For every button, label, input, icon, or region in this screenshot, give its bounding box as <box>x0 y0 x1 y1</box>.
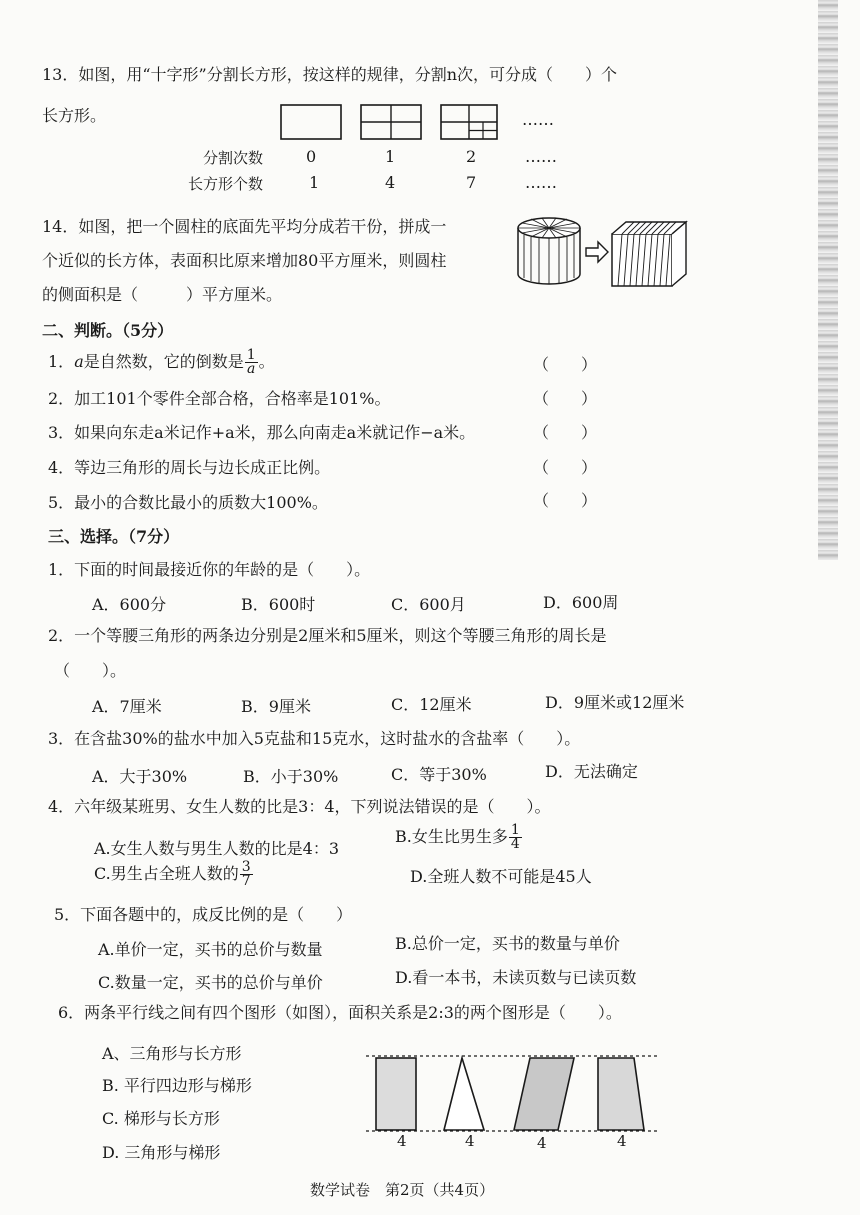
section3-title: 三、选择。（7分） <box>48 527 180 546</box>
choice-5-opt-a: A.单价一定，买书的总价与数量 <box>98 940 323 959</box>
frac-denominator: 4 <box>510 836 520 852</box>
q13-row1-val2: 2 <box>466 147 477 166</box>
choice-1-opt-d: D．600周 <box>543 593 619 612</box>
cylinder-figure <box>518 218 580 284</box>
judge-1-end: 。 <box>258 352 275 371</box>
q13-row1-ellipsis: …… <box>525 147 557 166</box>
judge-1-answer-paren: （ ） <box>533 355 598 374</box>
q13-row2-ellipsis: …… <box>525 173 557 192</box>
choice-4-opt-c-text: C.男生占全班人数的 <box>94 864 239 883</box>
choice-6-opt-d: D. 三角形与梯形 <box>102 1143 221 1162</box>
judge-1 <box>48 349 275 376</box>
trapezoid-base-label: 4 <box>617 1132 627 1150</box>
choice-4-opt-c-fraction <box>240 861 253 888</box>
judge-5-answer-paren: （ ） <box>533 491 598 510</box>
section2-title: 二、判断。（5分） <box>42 321 174 340</box>
choice-6-opt-c: C. 梯形与长方形 <box>102 1109 220 1128</box>
frac-numerator: 3 <box>241 859 251 875</box>
judge-5: 5．最小的合数比最小的质数大100%。 <box>48 493 328 512</box>
q13-row1-label: 分割次数 <box>203 149 264 167</box>
q6-shapes-figure <box>362 1048 662 1140</box>
q13-row2-val1: 4 <box>385 173 396 192</box>
rect-0-cuts <box>281 105 341 139</box>
choice-4-opt-c <box>94 861 254 888</box>
page-footer: 数学试卷 第2页（共4页） <box>310 1181 495 1199</box>
choice-3-stem: 3．在含盐30%的盐水中加入5克盐和15克水，这时盐水的含盐率（ ）。 <box>48 729 581 748</box>
frac-numerator: 1 <box>246 347 256 363</box>
q13-ellipsis-figure: …… <box>522 110 554 129</box>
choice-6-stem: 6．两条平行线之间有四个图形（如图），面积关系是2:3的两个图形是（ ）。 <box>58 1003 622 1022</box>
judge-2: 2．加工101个零件全部合格，合格率是101%。 <box>48 389 391 408</box>
triangle-base-label: 4 <box>465 1132 475 1150</box>
judge-4: 4．等边三角形的周长与边长成正比例。 <box>48 458 331 477</box>
judge-3-answer-paren: （ ） <box>533 423 598 442</box>
choice-1-stem: 1．下面的时间最接近你的年龄的是（ ）。 <box>48 560 371 579</box>
choice-2-stem: 2．一个等腰三角形的两条边分别是2厘米和5厘米，则这个等腰三角形的周长是 <box>48 626 607 645</box>
choice-2-opt-a: A．7厘米 <box>92 697 162 716</box>
choice-4-opt-b-text: B.女生比男生多 <box>395 827 508 846</box>
choice-1-opt-c: C．600月 <box>391 595 466 614</box>
judge-1-text: 是自然数，它的倒数是 <box>83 352 244 371</box>
frac-numerator: 1 <box>510 822 520 838</box>
q13-row2-val2: 7 <box>466 173 477 192</box>
choice-3-opt-d: D．无法确定 <box>545 762 638 781</box>
choice-4-opt-a: A.女生人数与男生人数的比是4：3 <box>94 839 340 858</box>
judge-3: 3．如果向东走a米记作+a米，那么向南走a米就记作−a米。 <box>48 423 476 442</box>
q14-cylinder-to-cuboid-figure <box>512 212 692 294</box>
choice-3-opt-a: A．大于30% <box>92 767 188 786</box>
choice-5-opt-c: C.数量一定，买书的总价与单价 <box>98 973 323 992</box>
q13-row2-label: 长方形个数 <box>188 175 264 193</box>
rectangle-base-label: 4 <box>397 1132 407 1150</box>
choice-2-opt-b: B．9厘米 <box>241 697 311 716</box>
choice-5-opt-b: B.总价一定，买书的数量与单价 <box>395 934 620 953</box>
choice-3-opt-c: C．等于30% <box>391 765 487 784</box>
rect-1-cut <box>361 105 421 139</box>
q14-line1: 14．如图，把一个圆柱的底面先平均分成若干份，拼成一 <box>42 217 447 236</box>
q13-row1-val0: 0 <box>306 147 317 166</box>
choice-1-opt-b: B．600时 <box>241 595 316 614</box>
choice-6-opt-a: A、三角形与长方形 <box>102 1044 242 1063</box>
judge-2-answer-paren: （ ） <box>533 389 598 408</box>
choice-4-opt-b-fraction <box>509 824 522 851</box>
choice-4-opt-b <box>395 824 523 851</box>
q13-row1-val1: 1 <box>385 147 396 166</box>
choice-2-opt-c: C．12厘米 <box>391 695 472 714</box>
cuboid-figure <box>612 222 686 286</box>
judge-1-no: 1． <box>48 352 75 371</box>
choice-2-opt-d: D．9厘米或12厘米 <box>545 693 685 712</box>
q13-row2-val0: 1 <box>309 173 320 192</box>
triangle-shape <box>444 1058 484 1130</box>
trapezoid-shape <box>598 1058 644 1130</box>
judge-1-var: a <box>74 352 84 371</box>
choice-4-opt-d: D.全班人数不可能是45人 <box>410 867 592 886</box>
q14-line3: 的侧面积是（ ）平方厘米。 <box>42 285 283 304</box>
q14-line2: 个近似的长方体，表面积比原来增加80平方厘米，则圆柱 <box>42 251 447 270</box>
choice-6-opt-b: B. 平行四边形与梯形 <box>102 1076 252 1095</box>
choice-4-stem: 4．六年级某班男、女生人数的比是3：4，下列说法错误的是（ ）。 <box>48 797 551 816</box>
q13-line1: 13．如图，用“十字形”分割长方形，按这样的规律，分割n次，可分成（ ）个 <box>42 65 618 84</box>
rectangle-shape <box>376 1058 416 1130</box>
choice-5-stem: 5．下面各题中的，成反比例的是（ ） <box>54 905 353 924</box>
choice-2-stem-paren: （ ）。 <box>54 661 127 680</box>
scan-edge-strip <box>818 0 838 560</box>
choice-1-opt-a: A．600分 <box>92 595 167 614</box>
judge-1-fraction <box>245 349 258 376</box>
rect-2-cuts <box>441 105 497 139</box>
q13-rectangles-figure <box>278 102 498 142</box>
judge-4-answer-paren: （ ） <box>533 458 598 477</box>
q13-line2: 长方形。 <box>42 106 107 125</box>
parallelogram-base-label: 4 <box>537 1134 547 1152</box>
arrow-icon <box>586 242 608 262</box>
parallelogram-shape <box>514 1058 574 1130</box>
frac-denominator: a <box>247 361 256 377</box>
choice-5-opt-d: D.看一本书，未读页数与已读页数 <box>395 968 637 987</box>
choice-3-opt-b: B．小于30% <box>243 767 339 786</box>
frac-denominator: 7 <box>241 873 251 889</box>
